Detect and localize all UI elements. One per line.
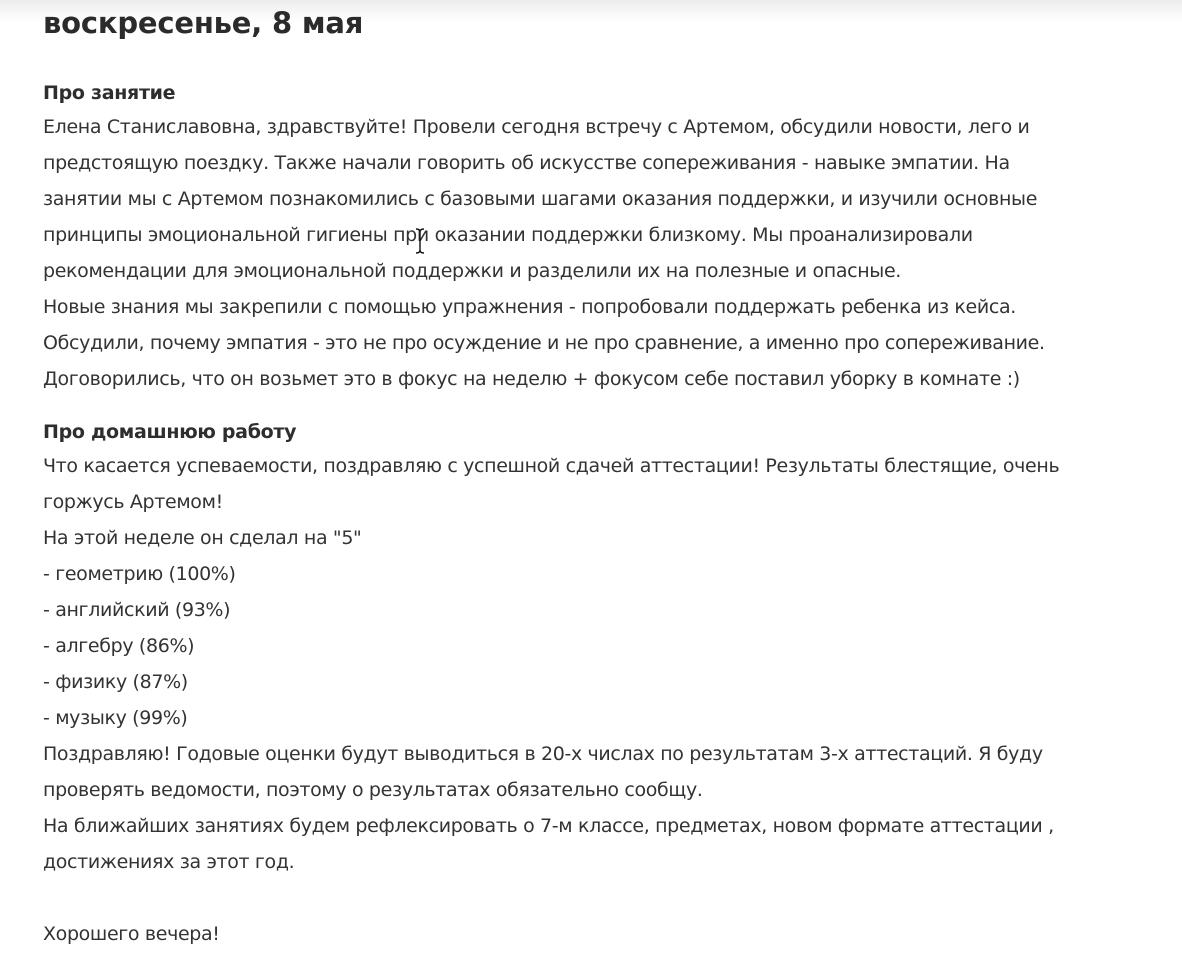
about-lesson-body <box>43 109 1163 397</box>
text-cursor-icon <box>414 228 426 254</box>
list-item: - музыку (99%) <box>43 707 188 729</box>
closing-line: Хорошего вечера! <box>43 923 220 945</box>
text-line: занятии мы с Артемом познакомились с базовыми шагами оказания поддержки, и изучили основные <box>43 188 1038 210</box>
text-line: предстоящую поездку. Также начали говорить об искусстве сопереживания - навыке эмпатии. На <box>43 152 1010 174</box>
text-line: Обсудили, почему эмпатия - это не про осуждение и не про сравнение, а именно про сопереживание. <box>43 332 1045 354</box>
text-line: проверять ведомости, поэтому о результатах обязательно сообщу. <box>43 779 703 801</box>
text-line: На этой неделе он сделал на "5" <box>43 527 362 549</box>
text-line: Поздравляю! Годовые оценки будут выводиться в 20-х числах по результатам 3-х аттестаций. Я буду <box>43 743 1043 765</box>
homework-heading: Про домашнюю работу <box>43 421 297 443</box>
text-line: Что касается успеваемости, поздравляю с успешной сдачей аттестации! Результаты блестящие, очень <box>43 455 1060 477</box>
text-line: принципы эмоциональной гигиены при оказании поддержки близкому. Мы проанализировали <box>43 224 973 246</box>
page-title: воскресенье, 8 мая <box>43 6 364 40</box>
text-line: рекомендации для эмоциональной поддержки и разделили их на полезные и опасные. <box>43 260 901 282</box>
text-line: Договорились, что он возьмет это в фокус на неделю + фокусом себе поставил уборку в комнате :) <box>43 368 1020 390</box>
homework-body <box>43 448 1163 952</box>
list-item: - английский (93%) <box>43 599 231 621</box>
text-line: На ближайших занятиях будем рефлексировать о 7-м классе, предметах, новом формате аттестации , <box>43 815 1054 837</box>
list-item: - геометрию (100%) <box>43 563 236 585</box>
list-item: - алгебру (86%) <box>43 635 195 657</box>
list-item: - физику (87%) <box>43 671 188 693</box>
blank-line <box>43 880 1163 916</box>
text-line: горжусь Артемом! <box>43 491 223 513</box>
text-line: Елена Станиславовна, здравствуйте! Провели сегодня встречу с Артемом, обсудили новости, лего и <box>43 116 1030 138</box>
about-lesson-heading: Про занятие <box>43 82 176 104</box>
text-line: Новые знания мы закрепили с помощью упражнения - попробовали поддержать ребенка из кейса. <box>43 296 1016 318</box>
text-line: достижениях за этот год. <box>43 851 295 873</box>
